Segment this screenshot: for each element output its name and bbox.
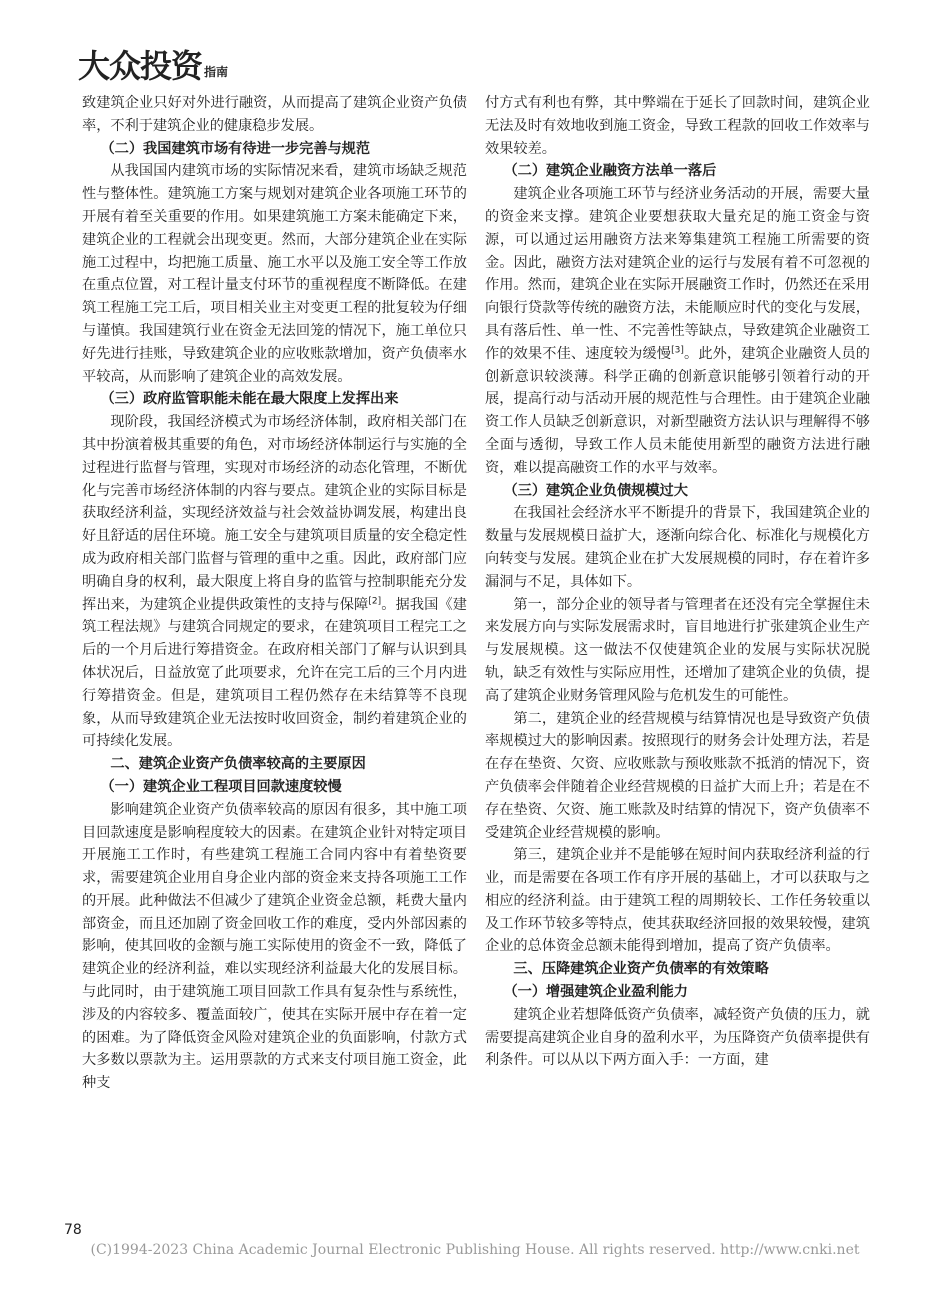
text-run: 从我国国内建筑市场的实际情况来看，建筑市场缺乏规范性与整体性。建筑施工方案与规划对建筑企业各项施工环节的开展有着至关重要的作用。如果建筑施工方案未能确定下来，建筑企业的工程就会出现变更。然而，大部分建筑企业在实际施工过程中，均把施工质量、施工水平以及施工安全等工作放在重点位置，对工程计量支付环节的重视程度不断降低。在建筑工程施工完工后，项目相关业主对变更工程的批复较为仔细与谨慎。我国建筑行业在资金无法回笼的情况下，施工单位只好先进行挂账，导致建筑企业的应收账款增加，资产负债率水平较高，从而影响了建筑企业的高效发展。 (82, 163, 467, 385)
text-run: 第一，部分企业的领导者与管理者在还没有完全掌握住未来发展方向与实际发展需求时，盲目地进行扩张建筑企业生产与发展规模。这一做法不仅使建筑企业的发展与实际状况脱轨，缺乏有效性与实际应用性，还增加了建筑企业的负债，提高了建筑企业财务管理风险与危机发生的可能性。 (485, 596, 870, 704)
text-run: 第三，建筑企业并不是能够在短时间内获取经济利益的行业，而是需要在各项工作有序开展的基础上，才可以获取与之相应的经济利益。由于建筑工程的周期较长、工作任务较重以及工作环节较多等特点，使其获取经济回报的效果较慢，建筑企业的总体资金总额未能得到增加，提高了资产负债率。 (485, 847, 870, 955)
text-run: 三、压降建筑企业资产负债率的有效策略 (513, 961, 769, 978)
section-heading (82, 388, 467, 411)
paragraph (485, 1004, 870, 1072)
section-heading (485, 958, 870, 981)
text-run: 在我国社会经济水平不断提升的背景下，我国建筑企业的数量与发展规模日益扩大，逐渐向综合化、标准化与规模化方向转变与发展。建筑企业在扩大发展规模的同时，存在着许多漏洞与不足，具体如下。 (485, 505, 870, 590)
left-column (82, 92, 467, 1095)
text-run: （三）政府监管职能未能在最大限度上发挥出来 (100, 391, 399, 408)
text-run: （一）建筑企业工程项目回款速度较慢 (100, 778, 342, 795)
journal-logo (78, 40, 229, 85)
text-run: 现阶段，我国经济模式为市场经济体制，政府相关部门在其中扮演着极其重要的角色，对市场经济体制运行与实施的全过程进行监督与管理，实现对市场经济的动态化管理，不断优化与完善市场经济体制的内容与要点。建筑企业的实际目标是获取经济利益，实现经济效益与社会效益协调发展，构建出良好且舒适的居住环境。施工安全与建筑项目质量的安全稳定性成为政府相关部门监督与管理的重中之重。因此，政府部门应明确自身的权利，最大限度上将自身的监管与控制职能充分发挥出来，为建筑企业提供政策性的支持与保障 (82, 414, 467, 613)
text-run: 影响建筑企业资产负债率较高的原因有很多，其中施工项目回款速度是影响程度较大的因素。在建筑企业针对特定项目开展施工工作时，有些建筑工程施工合同内容中有着垫资要求，需要建筑企业用自身企业内部的资金来支持各项施工工作的开展。此种做法不但减少了建筑企业资金总额，耗费大量内部资金，而且还加剧了资金回收工作的难度，受内外部因素的影响，使其回收的金额与施工实际使用的资金不一致，降低了建筑企业的经济利益，难以实现经济利益最大化的发展目标。与此同时，由于建筑施工项目回款工作具有复杂性与系统性，涉及的内容较多、覆盖面较广，使其在实际开展中存在着一定的困难。为了降低资金风险对建筑企业的负面影响，付款方式大多数以票款为主。运用票款的方式来支付项目施工资金，此种支 (82, 801, 467, 1092)
citation-ref: [2] (368, 595, 382, 606)
paragraph (82, 411, 467, 753)
logo-title: 大众投资 (78, 47, 203, 85)
text-run: 建筑企业若想降低资产负债率，减轻资产负债的压力，就需要提高建筑企业自身的盈利水平，为压降资产负债率提供有利条件。可以从以下两方面入手：一方面，建 (485, 1006, 870, 1069)
paragraph (485, 844, 870, 958)
text-run: 付方式有利也有弊，其中弊端在于延长了回款时间，建筑企业无法及时有效地收到施工资金，导致工程款的回收工作效率与效果较差。 (485, 95, 870, 157)
text-run: （一）增强建筑企业盈利能力 (503, 984, 688, 1001)
paragraph (485, 92, 870, 160)
citation-ref: [3] (671, 345, 684, 356)
page-number: 78 (64, 1222, 82, 1238)
section-heading (485, 480, 870, 503)
text-run: 建筑企业各项施工环节与经济业务活动的开展，需要大量的资金来支撑。建筑企业要想获取大量充足的施工资金与资源，可以通过运用融资方法来筹集建筑工程施工所需要的资金。因此，融资方法对建筑企业的运行与发展有着不可忽视的作用。然而，建筑企业在实际开展融资工作时，仍然还在采用向银行贷款等传统的融资方法，未能顺应时代的变化与发展，具有落后性、单一性、不完善性等缺点，导致建筑企业融资工作的效果不佳、速度较为缓慢 (485, 186, 870, 362)
paragraph (485, 594, 870, 708)
paragraph (82, 160, 467, 388)
section-heading (82, 138, 467, 161)
right-column (485, 92, 870, 1072)
text-run: 二、建筑企业资产负债率较高的主要原因 (110, 756, 366, 773)
paragraph (485, 708, 870, 845)
text-run: 致建筑企业只好对外进行融资，从而提高了建筑企业资产负债率，不利于建筑企业的健康稳步发展。 (82, 95, 467, 134)
copyright-footer: (C)1994-2023 China Academic Journal Electronic Publishing House. All rights reserved. http://www.cnki.net (90, 1242, 860, 1258)
section-heading (485, 160, 870, 183)
text-run: 。此外，建筑企业融资人员的创新意识较淡薄。科学正确的创新意识能够引领着行动的开展，提高行动与活动开展的规范性与合理性。由于建筑企业融资工作人员缺乏创新意识，对新型融资方法认识与理解得不够全面与透彻，导致工作人员未能使用新型的融资方法进行融资，难以提高融资工作的水平与效率。 (485, 345, 870, 476)
text-run: （二）我国建筑市场有待进一步完善与规范 (100, 140, 371, 157)
section-heading (485, 981, 870, 1004)
logo-subtitle: 指南 (204, 65, 229, 79)
paragraph (82, 799, 467, 1095)
paragraph (485, 502, 870, 593)
text-run: （三）建筑企业负债规模过大 (503, 482, 688, 499)
text-run: 第二，建筑企业的经营规模与结算情况也是导致资产负债率规模过大的影响因素。按照现行的财务会计处理方法，若是在存在垫资、欠资、应收账款与预收账款不抵消的情况下，资产负债率会伴随着企业经营规模的日益扩大而上升；若是在不存在垫资、欠资、施工账款及时结算的情况下，资产负债率不受建筑企业经营规模的影响。 (485, 710, 870, 841)
paragraph (82, 92, 467, 138)
section-heading (82, 753, 467, 776)
section-heading (82, 776, 467, 799)
text-run: （二）建筑企业融资方法单一落后 (503, 163, 717, 180)
paragraph (485, 183, 870, 479)
text-run: 。据我国《建筑工程法规》与建筑合同规定的要求，在建筑项目工程完工之后的一个月后进行筹措资金。在政府相关部门了解与认识到具体状况后，日益放宽了此项要求，允许在完工后的三个月内进行筹措资金。但是，建筑项目工程仍然存在未结算等不良现象，从而导致建筑企业无法按时收回资金，制约着建筑企业的可持续化发展。 (82, 596, 467, 750)
